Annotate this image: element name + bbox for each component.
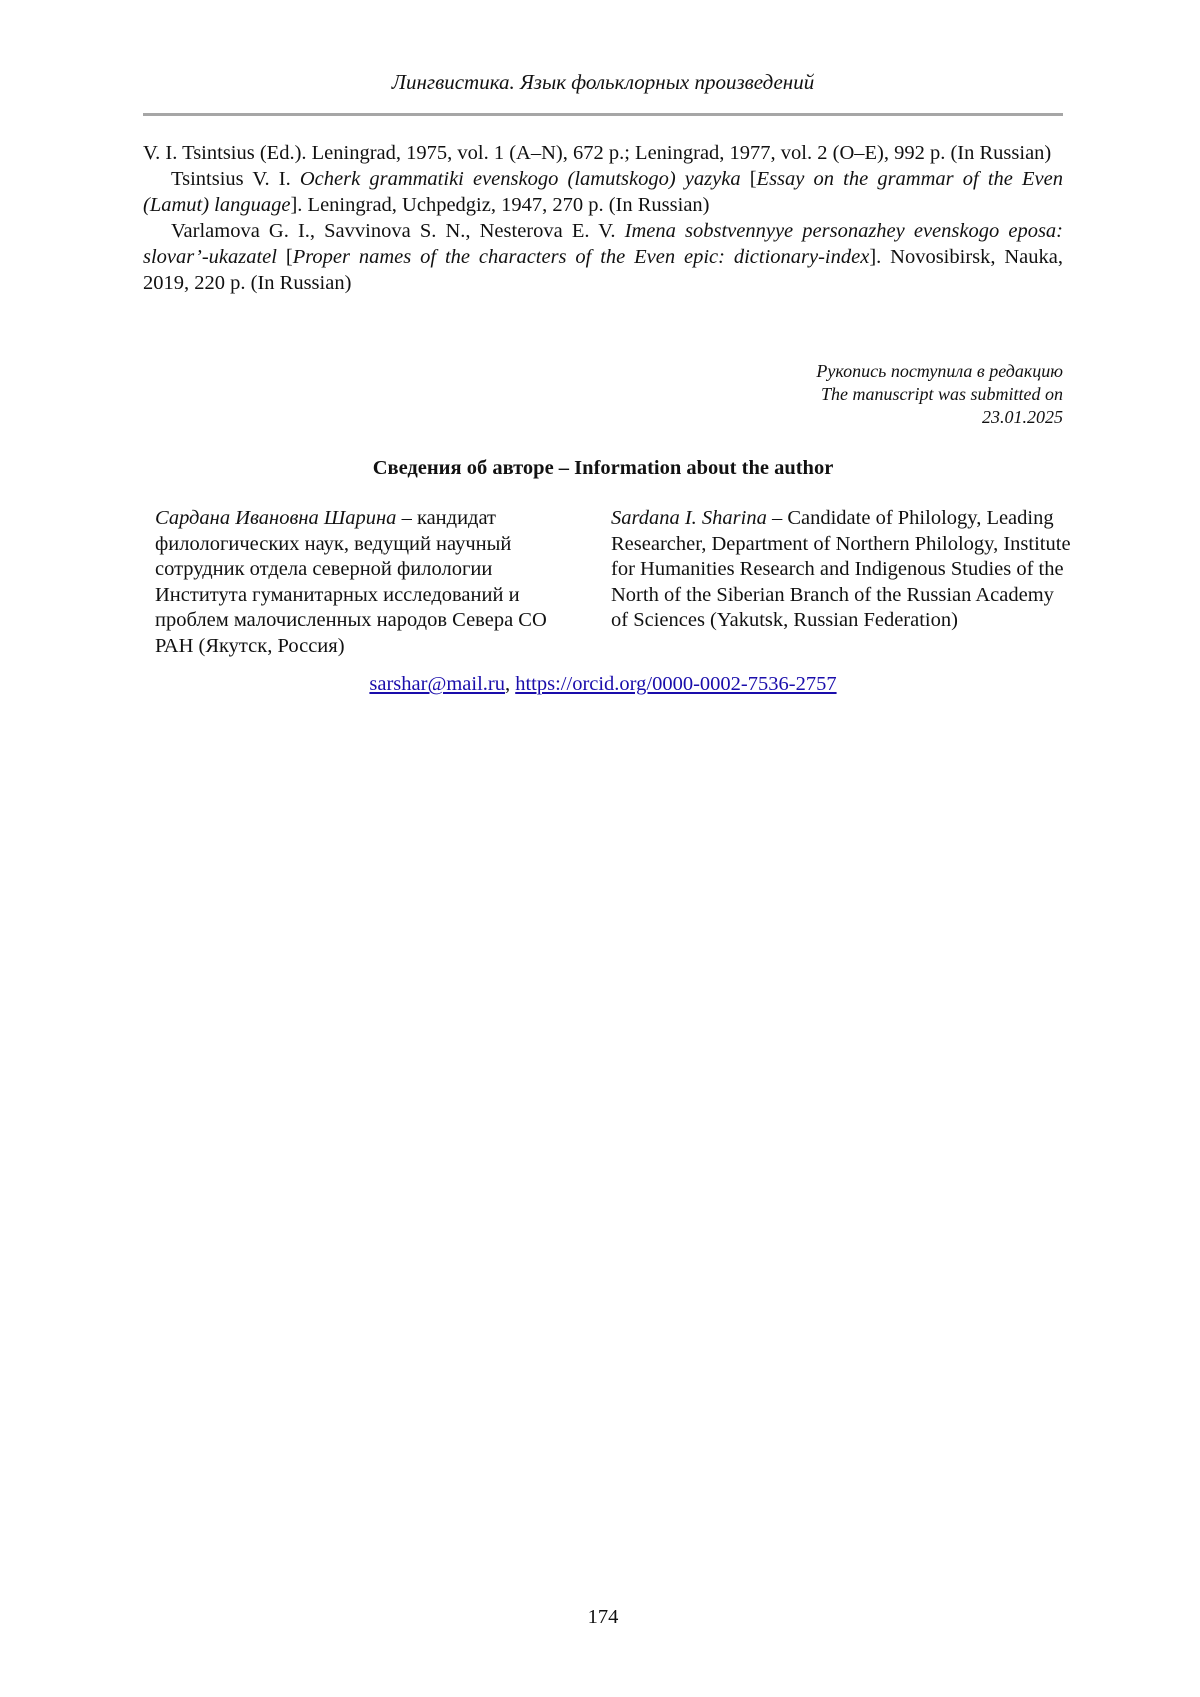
submission-line-en: The manuscript was submitted on bbox=[820, 384, 1063, 404]
author-details-ru: – кандидат филологических наук, ведущий научный сотрудник отдела северной филологии Института гуманитарных исследований и проблем малочисленных народов Севера СО РАН (Якутск, Россия) bbox=[155, 507, 547, 657]
reference-text: ]. Novosibirsk, Nauka, 2019, 220 p. (In Russian) bbox=[143, 246, 1064, 294]
submission-line-ru: Рукопись поступила в редакцию bbox=[816, 361, 1063, 381]
author-name-en: Sardana I. Sharina bbox=[611, 507, 767, 529]
page-number: 174 bbox=[587, 1606, 619, 1628]
reference-text: Tsintsius V. I. bbox=[171, 168, 300, 190]
author-info-ru bbox=[155, 506, 585, 659]
references-list bbox=[143, 140, 1063, 296]
author-name-ru: Сардана Ивановна Шарина bbox=[155, 507, 397, 529]
author-details-en: – Candidate of Philology, Leading Researcher, Department of Northern Philology, Institute for Humanities Research and Indigenous Studies of the North of the Siberian Branch of the Russian Academy of Sciences (Yakutsk, Russian Federation) bbox=[611, 507, 1071, 631]
submission-note bbox=[663, 360, 1063, 429]
reference-title-italic: Proper names of the characters of the Even epic: dictionary-index bbox=[292, 246, 870, 268]
reference-text: [ bbox=[276, 246, 293, 268]
reference-entry bbox=[143, 166, 1063, 218]
author-info-en bbox=[611, 506, 1071, 634]
reference-title-italic: Imena sobstvennyye personazhey evenskogo eposa: slovar’-ukazatel bbox=[143, 220, 1064, 268]
email-link[interactable]: sarshar@mail.ru bbox=[369, 673, 505, 695]
reference-entry bbox=[143, 140, 1063, 166]
reference-title-italic: Essay on the grammar of the Even (Lamut) language bbox=[143, 168, 1063, 216]
reference-title-italic: Ocherk grammatiki evenskogo (lamutskogo) yazyka bbox=[299, 168, 741, 190]
header-rule bbox=[143, 113, 1063, 116]
reference-entry bbox=[143, 218, 1063, 296]
running-title: Лингвистика. Язык фольклорных произведений bbox=[391, 70, 815, 94]
reference-text: ]. Leningrad, Uchpedgiz, 1947, 270 p. (In Russian) bbox=[290, 194, 710, 216]
orcid-link[interactable]: https://orcid.org/0000-0002-7536-2757 bbox=[515, 673, 837, 695]
author-section-heading: Сведения об авторе – Information about the author bbox=[372, 457, 834, 479]
author-contacts bbox=[143, 673, 1063, 696]
submission-date: 23.01.2025 bbox=[982, 407, 1063, 427]
reference-text: Varlamova G. I., Savvinova S. N., Nesterova E. V. bbox=[171, 220, 625, 242]
reference-text: [ bbox=[740, 168, 757, 190]
contacts-separator: , bbox=[504, 673, 516, 695]
reference-text: V. I. Tsintsius (Ed.). Leningrad, 1975, vol. 1 (A–N), 672 p.; Leningrad, 1977, vol. 2 (O–E), 992 p. (In Russian) bbox=[143, 142, 1052, 164]
